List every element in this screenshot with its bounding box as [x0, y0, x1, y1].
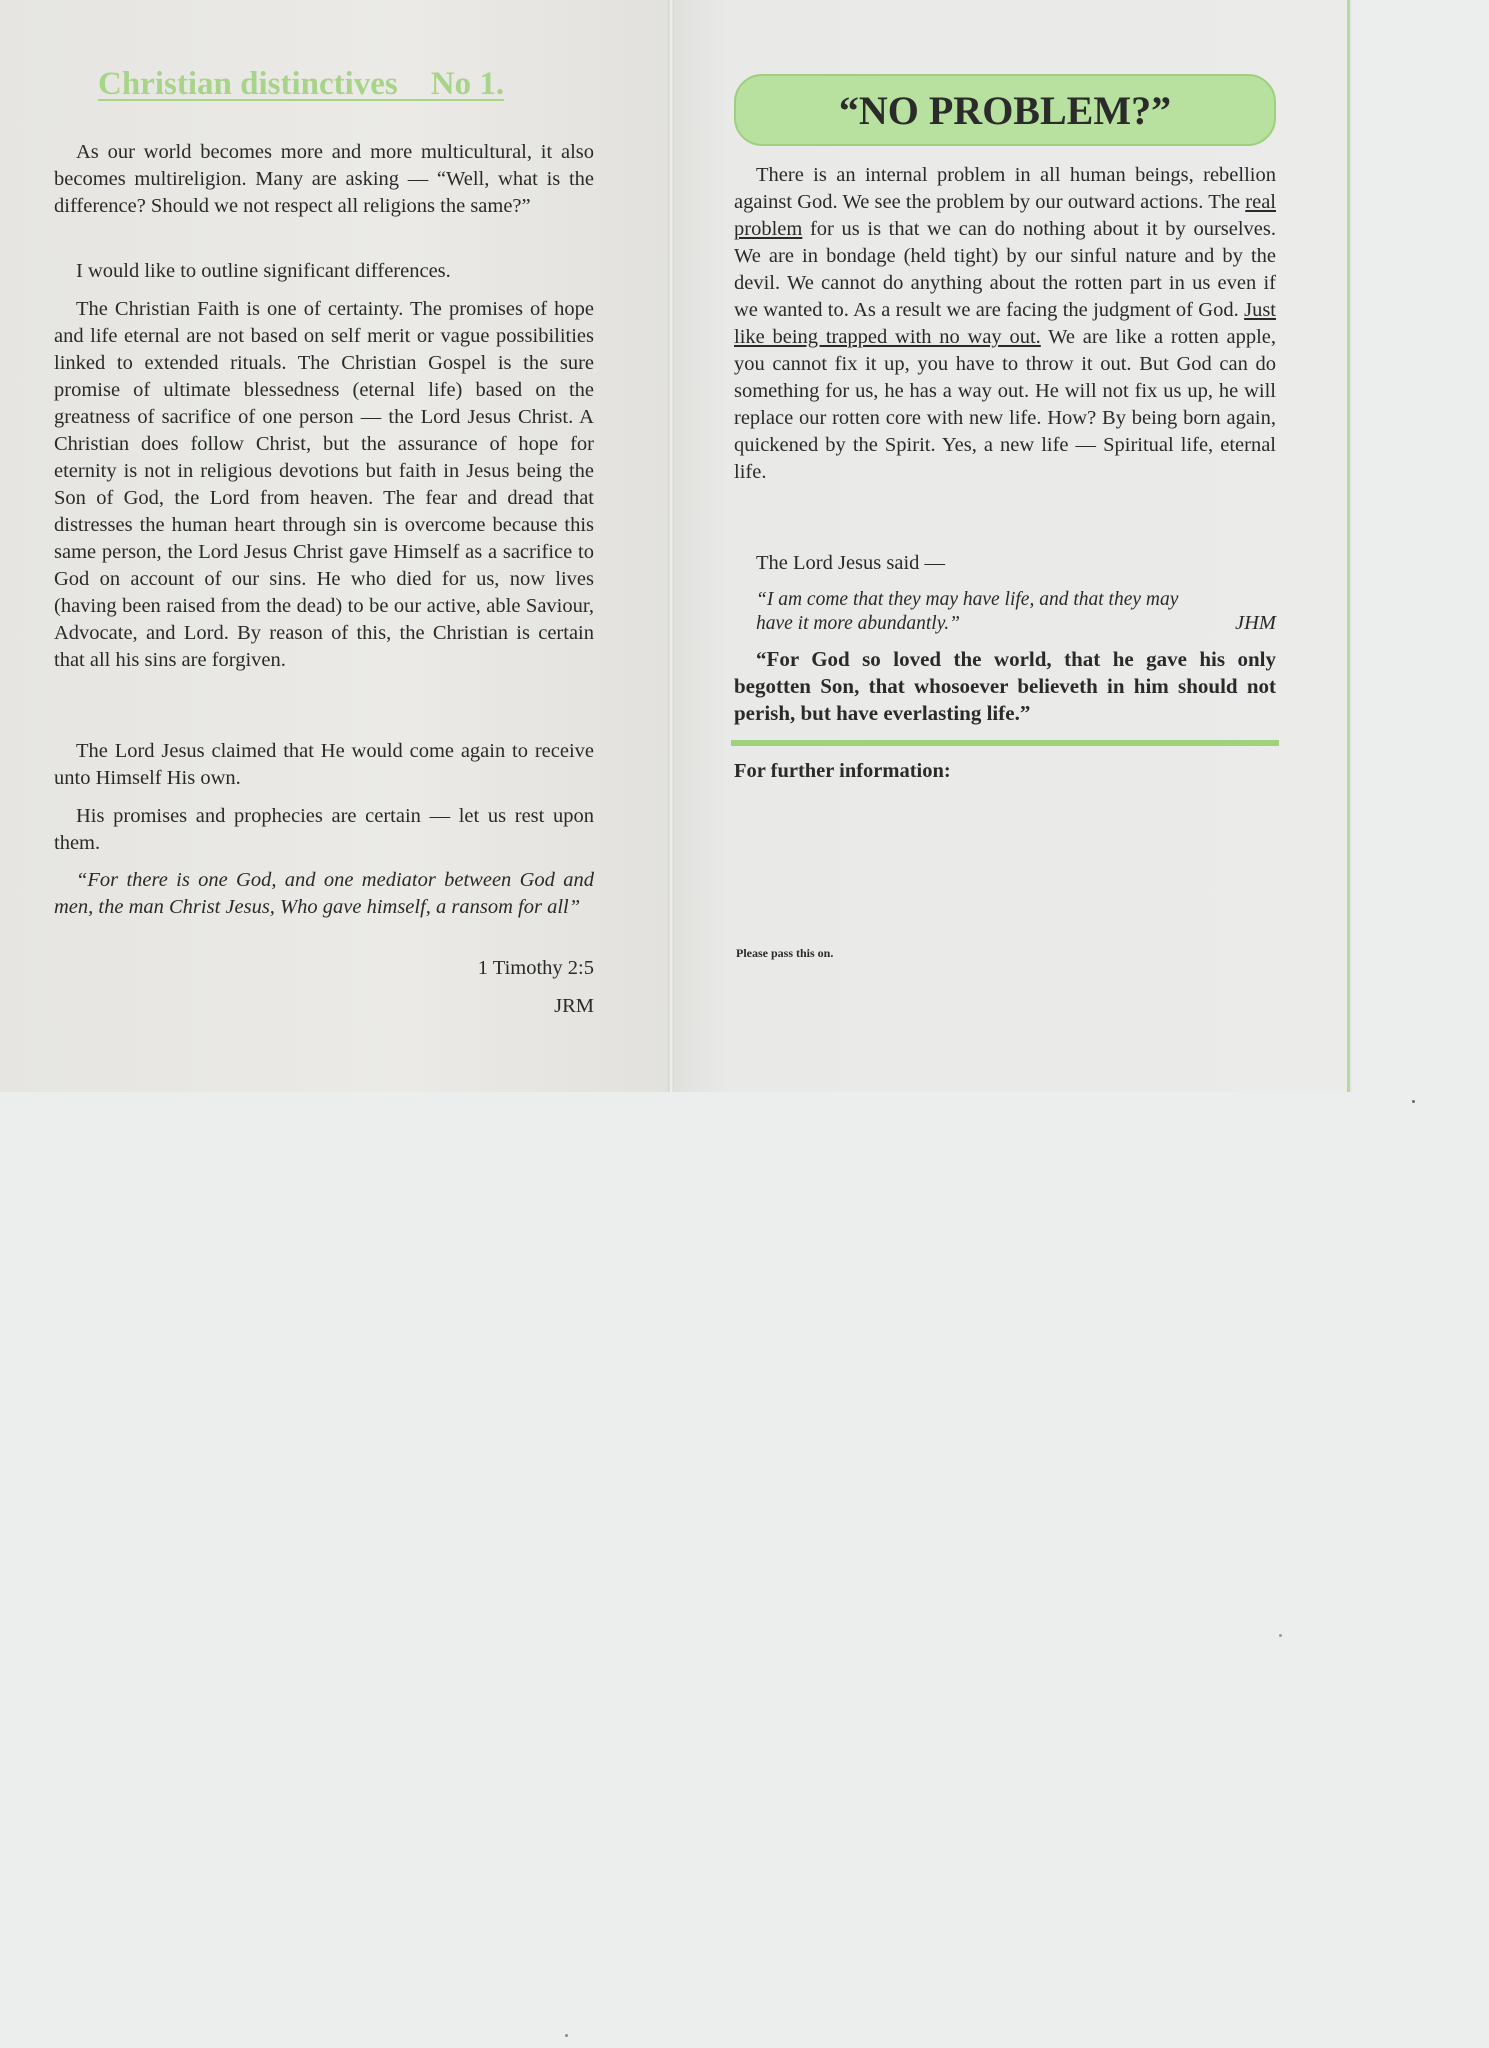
- further-information-heading: For further information:: [734, 760, 951, 782]
- left-paragraph-1: As our world becomes more and more multicultural, it also becomes multireligion. Many are asking — “Well, what is the difference? Should we not respect all religions the same?”: [54, 141, 594, 217]
- right-paragraph-1-part-a: There is an internal problem in all human beings, rebellion against God. We see the problem by our outward actions. The: [734, 164, 1276, 213]
- scan-speck: [565, 2034, 568, 2037]
- left-scripture-quote: “For there is one God, and one mediator between God and men, the man Christ Jesus, Who gave himself, a ransom for all”: [54, 869, 594, 918]
- real-problem-underline: real problem: [734, 191, 1276, 240]
- please-pass-footer: Please pass this on.: [736, 946, 834, 960]
- green-divider: [731, 740, 1279, 746]
- right-author-initials: JHM: [1235, 612, 1276, 634]
- left-paragraph-3: The Christian Faith is one of certainty. The promises of hope and life eternal are not based on self merit or vague possibilities linked to extended rituals. The Christian Gospel is the sure promise of ultimate blessedness (eternal life) based on the greatness of sacrifice of one person — the Lord Jesus Christ. A Christian does follow Christ, but the assurance of hope for eternity is not in religious devotions but faith in Jesus being the Son of God, the Lord from heaven. The fear and dread that distresses the human heart through sin is overcome because this same person, the Lord Jesus Christ gave Himself as a sacrifice to God on account of our sins. He who died for us, now lives (having been raised from the dead) to be our active, able Saviour, Advocate, and Lord. By reason of this, the Christian is certain that all his sins are forgiven.: [54, 298, 594, 671]
- scripture-reference: 1 Timothy 2:5: [477, 957, 594, 979]
- right-paragraph-1-part-c: We are like a rotten apple, you cannot fix it up, you have to throw it out. But God can do something for us, he has a way out. He will not fix us up, he will replace our rotten core with new life. How? By being born again, quickened by the Spirit. Yes, a new life — Spiritual life, eternal life.: [734, 326, 1276, 483]
- left-page-title: Christian distinctives No 1.: [98, 66, 505, 102]
- right-scripture-quote: “I am come that they may have life, and that they may have it more abundantly.”: [756, 589, 1179, 634]
- right-page-title-banner: [734, 74, 1276, 146]
- lead-in-line: The Lord Jesus said —: [756, 552, 946, 574]
- right-paragraph-1-part-b: for us is that we can do nothing about it by ourselves. We are in bondage (held tight) by our sinful nature and by the devil. We cannot do anything about the rotten part in us even if we wanted to. As a result we are facing the judgment of God.: [734, 218, 1276, 321]
- left-paragraph-5: His promises and prophecies are certain — let us rest upon them.: [54, 805, 594, 854]
- left-paragraph-4: The Lord Jesus claimed that He would come again to receive unto Himself His own.: [54, 740, 594, 789]
- page-fold: [668, 0, 674, 1092]
- left-paragraph-2: I would like to outline significant differences.: [76, 260, 451, 282]
- left-author-initials: JRM: [554, 995, 594, 1017]
- right-paragraph-1: [734, 162, 1276, 486]
- trapped-underline: Just like being trapped with no way out.: [734, 299, 1276, 348]
- right-page-title: “NO PROBLEM?”: [838, 87, 1172, 133]
- john-3-16-verse: “For God so loved the world, that he gave his only begotten Son, that whosoever believeth in him should not perish, but have everlasting life.”: [734, 647, 1276, 725]
- scan-speck: [1412, 1100, 1415, 1103]
- scan-speck: [1279, 1634, 1282, 1637]
